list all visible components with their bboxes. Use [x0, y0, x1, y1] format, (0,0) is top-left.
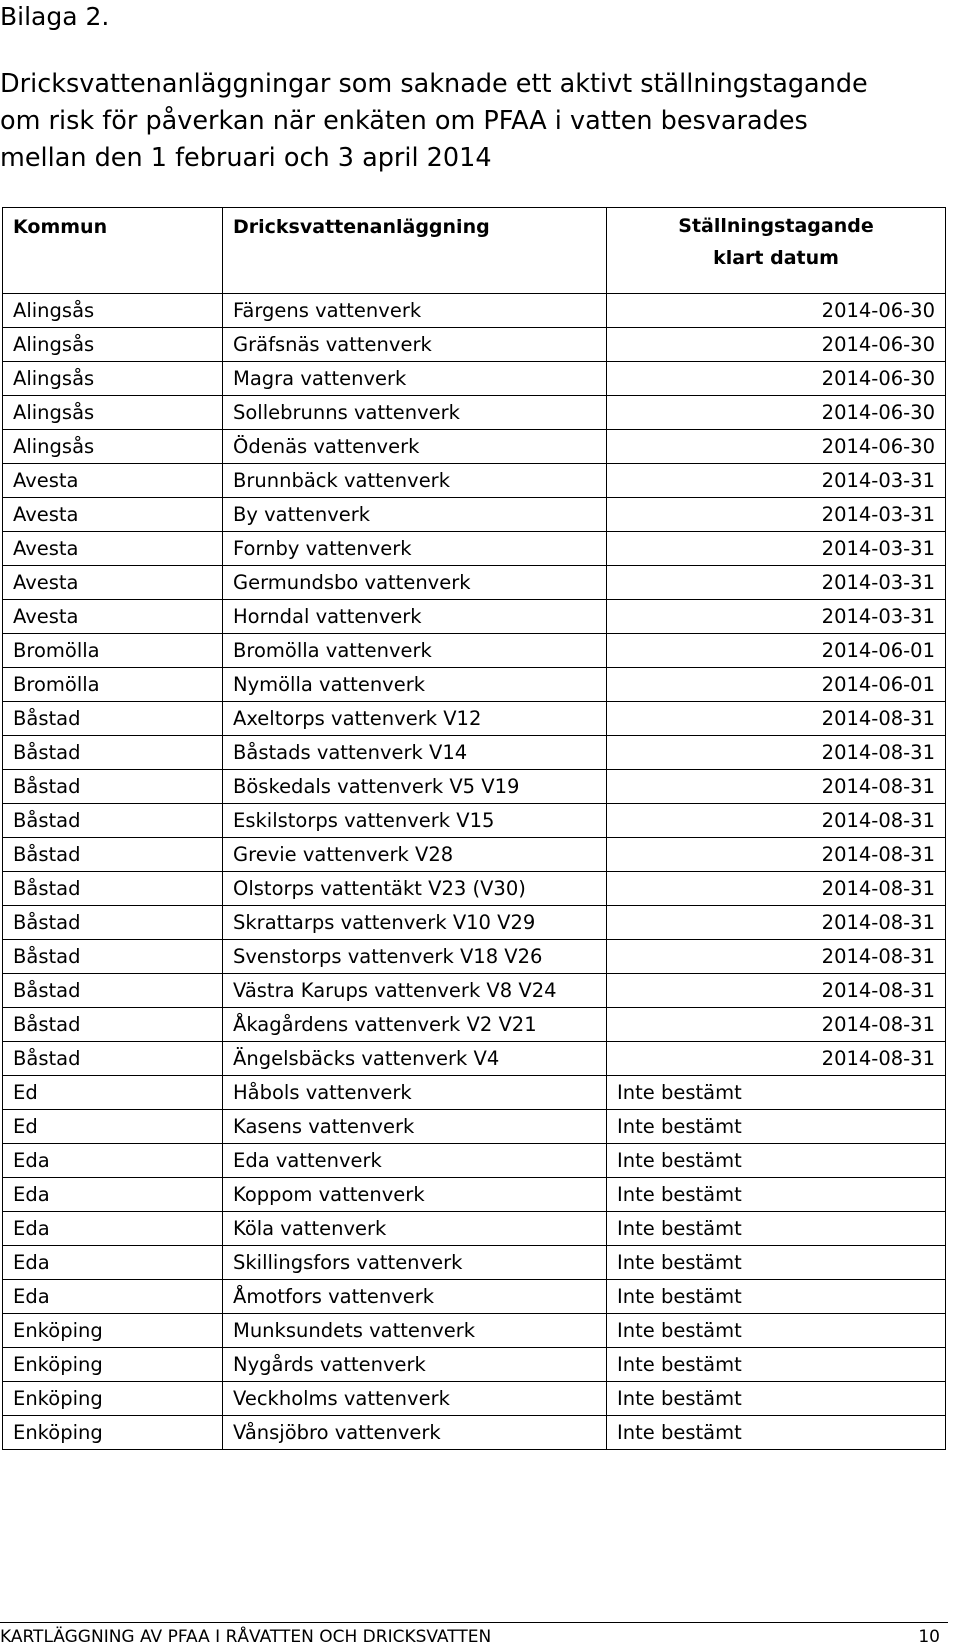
cell-date: 2014-06-01: [607, 668, 946, 702]
cell-plant: Nygårds vattenverk: [223, 1348, 607, 1382]
cell-date: Inte bestämt: [607, 1110, 946, 1144]
cell-plant: Västra Karups vattenverk V8 V24: [223, 974, 607, 1008]
cell-plant: Magra vattenverk: [223, 362, 607, 396]
cell-kommun: Bromölla: [3, 634, 223, 668]
column-header-date-line2: klart datum: [713, 247, 839, 269]
footer-divider: [0, 1622, 948, 1623]
cell-date: Inte bestämt: [607, 1076, 946, 1110]
cell-kommun: Båstad: [3, 804, 223, 838]
table-row: [3, 1348, 946, 1382]
cell-date: 2014-06-01: [607, 634, 946, 668]
cell-plant: Nymölla vattenverk: [223, 668, 607, 702]
table-row: [3, 668, 946, 702]
column-header-kommun: Kommun: [3, 208, 223, 294]
cell-date: 2014-06-30: [607, 396, 946, 430]
table-row: [3, 770, 946, 804]
cell-date: 2014-08-31: [607, 770, 946, 804]
cell-plant: Böskedals vattenverk V5 V19: [223, 770, 607, 804]
cell-kommun: Ed: [3, 1110, 223, 1144]
table-row: [3, 464, 946, 498]
cell-plant: Kasens vattenverk: [223, 1110, 607, 1144]
table-row: [3, 906, 946, 940]
cell-date: 2014-08-31: [607, 906, 946, 940]
cell-plant: Eskilstorps vattenverk V15: [223, 804, 607, 838]
cell-kommun: Enköping: [3, 1382, 223, 1416]
cell-plant: Grevie vattenverk V28: [223, 838, 607, 872]
cell-date: 2014-08-31: [607, 872, 946, 906]
page-title-line: mellan den 1 februari och 3 april 2014: [0, 143, 492, 173]
cell-plant: Åmotfors vattenverk: [223, 1280, 607, 1314]
table-row: [3, 328, 946, 362]
table-row: [3, 1042, 946, 1076]
cell-plant: By vattenverk: [223, 498, 607, 532]
cell-date: 2014-03-31: [607, 498, 946, 532]
cell-kommun: Alingsås: [3, 328, 223, 362]
page-title: [0, 66, 960, 177]
cell-kommun: Båstad: [3, 1008, 223, 1042]
cell-plant: Köla vattenverk: [223, 1212, 607, 1246]
cell-plant: Svenstorps vattenverk V18 V26: [223, 940, 607, 974]
cell-plant: Gräfsnäs vattenverk: [223, 328, 607, 362]
cell-plant: Olstorps vattentäkt V23 (V30): [223, 872, 607, 906]
table-row: [3, 532, 946, 566]
table-row: [3, 498, 946, 532]
table-row: [3, 294, 946, 328]
cell-date: Inte bestämt: [607, 1246, 946, 1280]
cell-plant: Sollebrunns vattenverk: [223, 396, 607, 430]
cell-date: 2014-08-31: [607, 736, 946, 770]
cell-kommun: Båstad: [3, 702, 223, 736]
table-row: [3, 362, 946, 396]
cell-kommun: Eda: [3, 1246, 223, 1280]
cell-date: 2014-06-30: [607, 328, 946, 362]
cell-plant: Bromölla vattenverk: [223, 634, 607, 668]
cell-date: Inte bestämt: [607, 1212, 946, 1246]
page-number: 10: [918, 1627, 940, 1647]
cell-plant: Horndal vattenverk: [223, 600, 607, 634]
cell-plant: Koppom vattenverk: [223, 1178, 607, 1212]
table-row: [3, 430, 946, 464]
cell-date: 2014-06-30: [607, 430, 946, 464]
cell-kommun: Alingsås: [3, 294, 223, 328]
table-row: [3, 1280, 946, 1314]
cell-plant: Germundsbo vattenverk: [223, 566, 607, 600]
cell-kommun: Båstad: [3, 940, 223, 974]
cell-date: Inte bestämt: [607, 1280, 946, 1314]
cell-kommun: Enköping: [3, 1314, 223, 1348]
table-row: [3, 1416, 946, 1450]
cell-kommun: Båstad: [3, 770, 223, 804]
table-row: [3, 1178, 946, 1212]
cell-kommun: Alingsås: [3, 396, 223, 430]
table-row: [3, 1382, 946, 1416]
cell-kommun: Båstad: [3, 1042, 223, 1076]
table-row: [3, 634, 946, 668]
cell-plant: Fornby vattenverk: [223, 532, 607, 566]
cell-kommun: Eda: [3, 1144, 223, 1178]
table-row: [3, 702, 946, 736]
cell-plant: Brunnbäck vattenverk: [223, 464, 607, 498]
table-body: [3, 294, 946, 1450]
cell-date: 2014-03-31: [607, 464, 946, 498]
table-header-row: [3, 208, 946, 294]
cell-plant: Munksundets vattenverk: [223, 1314, 607, 1348]
cell-date: Inte bestämt: [607, 1382, 946, 1416]
cell-kommun: Båstad: [3, 838, 223, 872]
cell-date: 2014-08-31: [607, 1042, 946, 1076]
cell-plant: Åkagårdens vattenverk V2 V21: [223, 1008, 607, 1042]
cell-date: 2014-06-30: [607, 362, 946, 396]
page-title-line: om risk för påverkan när enkäten om PFAA i vatten besvarades: [0, 106, 808, 136]
cell-date: 2014-08-31: [607, 1008, 946, 1042]
cell-date: 2014-08-31: [607, 838, 946, 872]
cell-date: 2014-03-31: [607, 600, 946, 634]
cell-kommun: Enköping: [3, 1416, 223, 1450]
table-row: [3, 600, 946, 634]
plants-table: [2, 207, 946, 1450]
cell-kommun: Båstad: [3, 974, 223, 1008]
cell-plant: Skillingsfors vattenverk: [223, 1246, 607, 1280]
table-row: [3, 736, 946, 770]
cell-plant: Skrattarps vattenverk V10 V29: [223, 906, 607, 940]
table-row: [3, 396, 946, 430]
cell-plant: Ängelsbäcks vattenverk V4: [223, 1042, 607, 1076]
table-row: [3, 1246, 946, 1280]
column-header-plant: Dricksvattenanläggning: [223, 208, 607, 294]
cell-kommun: Avesta: [3, 498, 223, 532]
cell-kommun: Avesta: [3, 566, 223, 600]
cell-kommun: Ed: [3, 1076, 223, 1110]
cell-kommun: Båstad: [3, 906, 223, 940]
cell-date: Inte bestämt: [607, 1314, 946, 1348]
cell-plant: Vånsjöbro vattenverk: [223, 1416, 607, 1450]
table-row: [3, 1008, 946, 1042]
table-row: [3, 940, 946, 974]
table-row: [3, 872, 946, 906]
table-row: [3, 1076, 946, 1110]
cell-date: Inte bestämt: [607, 1416, 946, 1450]
cell-date: Inte bestämt: [607, 1178, 946, 1212]
page-title-line: Dricksvattenanläggningar som saknade ett aktivt ställningstagande: [0, 69, 868, 99]
cell-date: Inte bestämt: [607, 1348, 946, 1382]
cell-kommun: Avesta: [3, 600, 223, 634]
table-row: [3, 838, 946, 872]
cell-date: 2014-08-31: [607, 702, 946, 736]
table-row: [3, 804, 946, 838]
cell-plant: Axeltorps vattenverk V12: [223, 702, 607, 736]
cell-plant: Veckholms vattenverk: [223, 1382, 607, 1416]
column-header-date-line1: Ställningstagande: [678, 215, 874, 237]
cell-date: 2014-03-31: [607, 566, 946, 600]
cell-kommun: Båstad: [3, 736, 223, 770]
table-row: [3, 974, 946, 1008]
cell-kommun: Eda: [3, 1212, 223, 1246]
table-row: [3, 1314, 946, 1348]
column-header-date: [607, 208, 946, 294]
cell-kommun: Eda: [3, 1280, 223, 1314]
table-row: [3, 1212, 946, 1246]
cell-plant: Färgens vattenverk: [223, 294, 607, 328]
cell-date: Inte bestämt: [607, 1144, 946, 1178]
cell-kommun: Enköping: [3, 1348, 223, 1382]
table-row: [3, 1110, 946, 1144]
cell-date: 2014-03-31: [607, 532, 946, 566]
cell-plant: Håbols vattenverk: [223, 1076, 607, 1110]
cell-plant: Båstads vattenverk V14: [223, 736, 607, 770]
cell-plant: Ödenäs vattenverk: [223, 430, 607, 464]
cell-kommun: Bromölla: [3, 668, 223, 702]
footer-title: KARTLÄGGNING AV PFAA I RÅVATTEN OCH DRICKSVATTEN: [0, 1627, 492, 1647]
table-row: [3, 1144, 946, 1178]
cell-kommun: Alingsås: [3, 362, 223, 396]
cell-plant: Eda vattenverk: [223, 1144, 607, 1178]
cell-date: 2014-08-31: [607, 974, 946, 1008]
appendix-label: Bilaga 2.: [0, 2, 110, 31]
table-row: [3, 566, 946, 600]
cell-kommun: Båstad: [3, 872, 223, 906]
cell-kommun: Avesta: [3, 532, 223, 566]
cell-date: 2014-08-31: [607, 940, 946, 974]
cell-kommun: Eda: [3, 1178, 223, 1212]
cell-kommun: Alingsås: [3, 430, 223, 464]
cell-date: 2014-06-30: [607, 294, 946, 328]
cell-kommun: Avesta: [3, 464, 223, 498]
cell-date: 2014-08-31: [607, 804, 946, 838]
